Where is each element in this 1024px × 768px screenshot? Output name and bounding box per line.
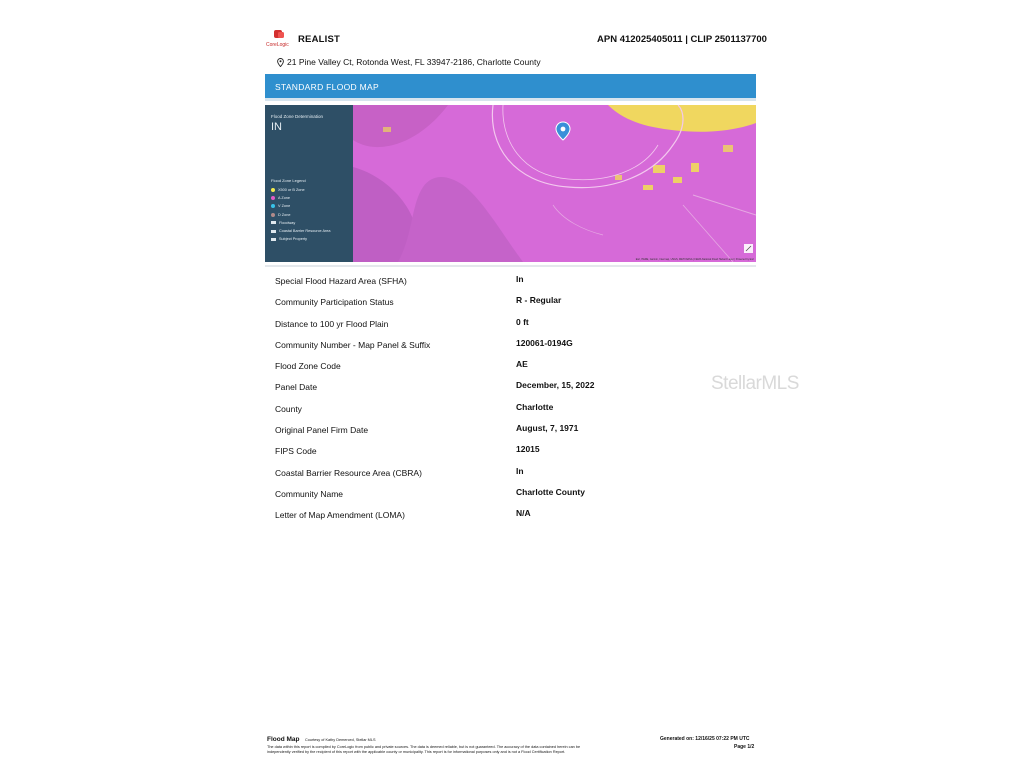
flood-zone-map-image xyxy=(353,105,756,262)
detail-value: In xyxy=(516,274,524,284)
legend-item xyxy=(271,235,331,243)
legend-label: X500 or B Zone xyxy=(278,188,305,193)
detail-row xyxy=(274,359,754,380)
section-title: STANDARD FLOOD MAP xyxy=(275,82,379,92)
detail-row xyxy=(274,508,754,529)
detail-label: Letter of Map Amendment (LOMA) xyxy=(275,510,405,521)
detail-label: Original Panel Firm Date xyxy=(275,425,369,436)
legend-swatch xyxy=(271,204,275,208)
legend-item xyxy=(271,186,331,194)
legend-label: V Zone xyxy=(278,204,291,209)
legend-item xyxy=(271,219,331,227)
detail-value: 120061-0194G xyxy=(516,337,573,348)
detail-row xyxy=(274,338,754,359)
apn-clip: APN 412025405011 | CLIP 2501137700 xyxy=(597,34,767,45)
legend-label: D Zone xyxy=(278,212,291,217)
legend-swatch xyxy=(271,213,275,217)
address-text: 21 Pine Valley Ct, Rotonda West, FL 33947-2186, Charlotte County xyxy=(287,57,541,67)
legend-item xyxy=(271,202,331,210)
flood-map xyxy=(265,105,756,262)
house-icon xyxy=(271,238,276,241)
page-number: Page 1/2 xyxy=(734,744,755,750)
detail-value: In xyxy=(516,465,524,476)
disclaimer-line: independently verified by the recipient of this report with the applicable county or municipality. This report is for informational purposes only and is not a Flood Certification Report. xyxy=(267,750,566,755)
legend-item xyxy=(271,227,331,235)
legend-label: Subject Property xyxy=(279,237,308,242)
determination-label: Flood Zone Determination xyxy=(271,114,324,119)
map-side-panel xyxy=(265,105,353,262)
footer-disclaimer xyxy=(267,745,667,755)
detail-value: Charlotte xyxy=(516,401,554,412)
legend-swatch xyxy=(271,188,275,192)
detail-label: Distance to 100 yr Flood Plain xyxy=(275,318,389,329)
flood-zone-legend xyxy=(271,186,331,243)
detail-row xyxy=(274,274,754,295)
detail-row xyxy=(274,487,754,508)
section-header-bar xyxy=(265,74,756,98)
detail-label: Community Number - Map Panel & Suffix xyxy=(275,339,431,350)
footer-title: Flood Map xyxy=(267,736,300,743)
section-divider xyxy=(265,98,756,101)
flood-details-table xyxy=(274,274,754,530)
detail-label: Special Flood Hazard Area (SFHA) xyxy=(275,276,407,286)
legend-label: Coastal Barrier Resource Area xyxy=(279,229,331,234)
legend-item xyxy=(271,194,331,202)
map-attribution: Esri, HERE, Garmin, Intermap, USGS, METI/NASA | FEMA National Flood Hazard Layer | Powered by Esri xyxy=(635,258,754,261)
legend-title: Flood Zone Legend xyxy=(271,178,306,183)
detail-row xyxy=(274,295,754,316)
detail-row xyxy=(274,317,754,338)
footer-courtesy: Courtesy of Kathy Demerced, Stellar MLS xyxy=(305,738,376,742)
detail-row xyxy=(274,423,754,444)
detail-value: 12015 xyxy=(516,444,540,455)
legend-swatch xyxy=(271,196,275,200)
detail-value: August, 7, 1971 xyxy=(516,423,579,434)
detail-row xyxy=(274,402,754,423)
legend-label: Floodway xyxy=(279,220,296,225)
detail-value: 0 ft xyxy=(516,316,529,327)
disclaimer-line: The data within this report is compiled by CoreLogic from public and private sources. The data is deemed reliable, but is not guaranteed. The accuracy of the data contained herein can be xyxy=(267,745,581,749)
determination-value: IN xyxy=(271,121,282,133)
map-divider xyxy=(265,265,756,267)
detail-label: Community Participation Status xyxy=(275,297,394,308)
detail-label: FIPS Code xyxy=(275,446,317,457)
detail-label: Coastal Barrier Resource Area (CBRA) xyxy=(275,467,422,478)
location-pin-icon xyxy=(277,58,284,67)
property-address xyxy=(277,57,541,67)
detail-row xyxy=(274,380,754,401)
detail-value: AE xyxy=(516,359,528,370)
detail-value: R - Regular xyxy=(516,295,562,306)
brand-title: REALIST xyxy=(298,34,341,45)
detail-value: December, 15, 2022 xyxy=(516,380,595,391)
detail-label: Panel Date xyxy=(275,382,318,393)
legend-item xyxy=(271,211,331,219)
generated-timestamp: Generated on: 12/16/25 07:22 PM UTC xyxy=(660,736,750,742)
detail-label: Community Name xyxy=(275,488,344,499)
detail-label: Flood Zone Code xyxy=(275,361,341,372)
detail-row xyxy=(274,444,754,465)
detail-label: County xyxy=(275,403,302,414)
legend-label: A Zone xyxy=(278,196,291,201)
detail-value: Charlotte County xyxy=(516,486,585,497)
detail-value: N/A xyxy=(516,508,531,519)
legend-swatch xyxy=(271,221,276,224)
stellarmls-watermark: StellarMLS xyxy=(711,373,799,394)
detail-row xyxy=(274,466,754,487)
legend-swatch xyxy=(271,230,276,233)
logo-text: CoreLogic xyxy=(266,42,289,48)
